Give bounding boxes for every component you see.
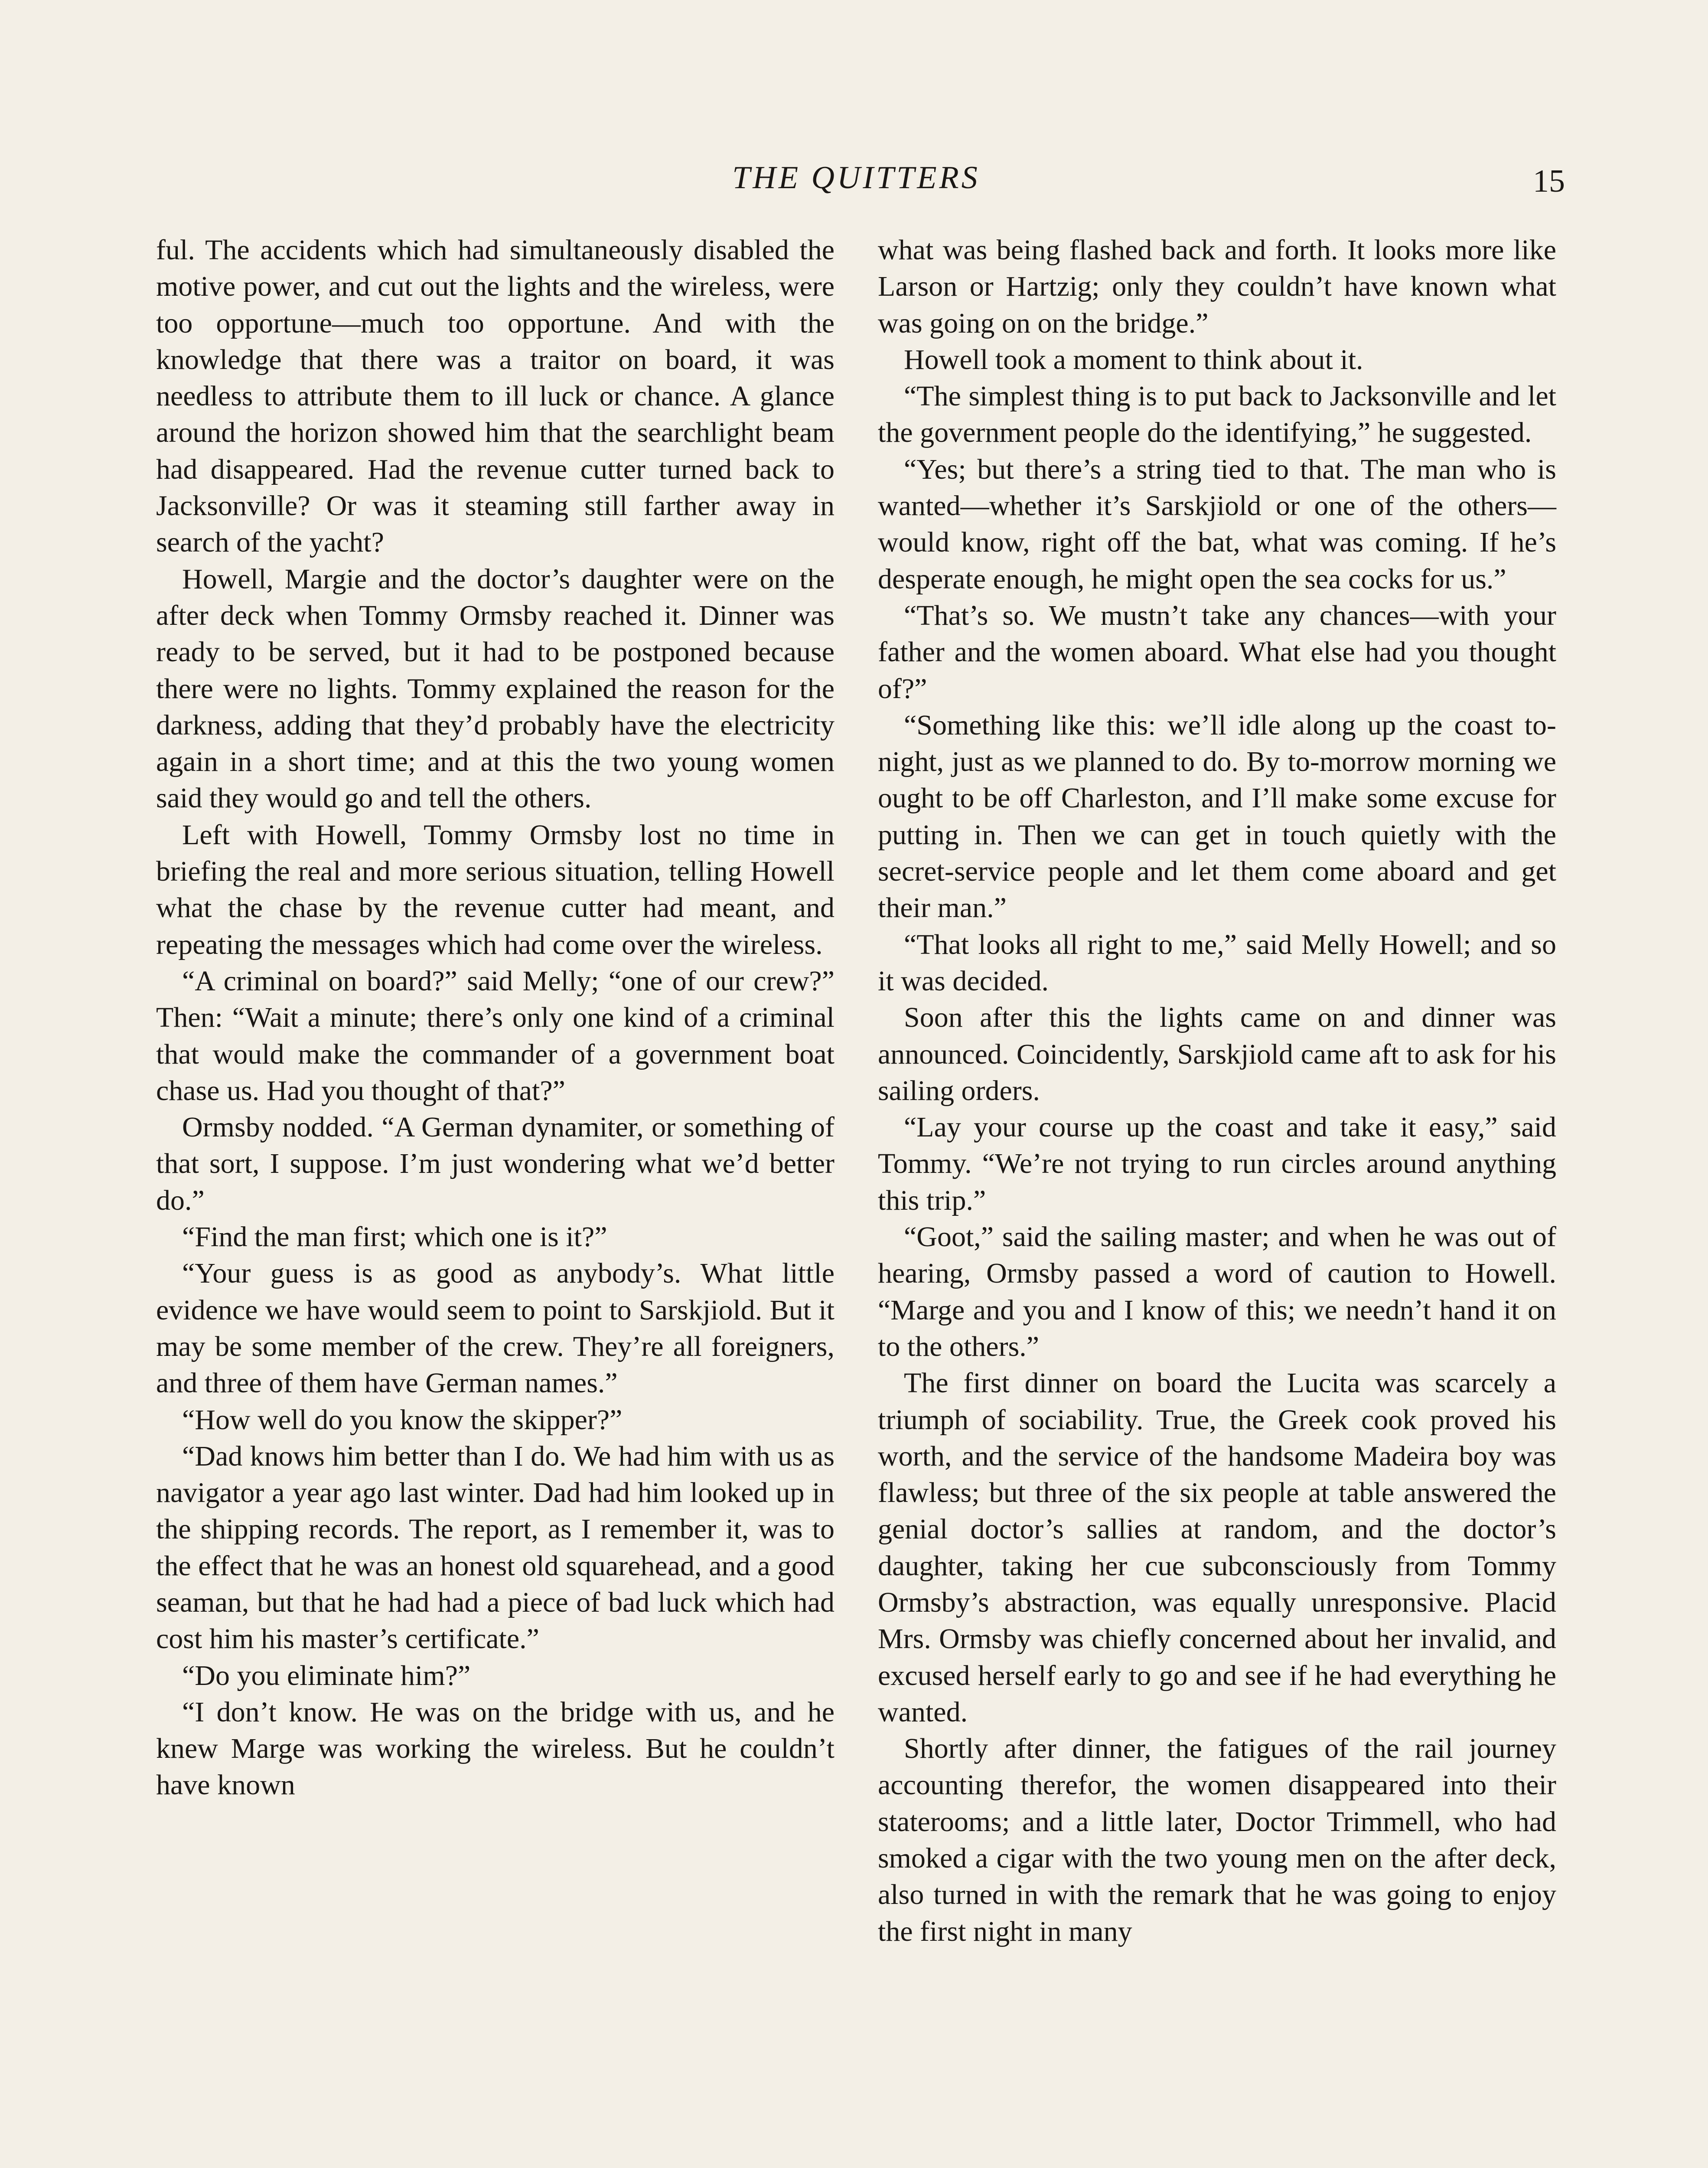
paragraph: “I don’t know. He was on the bridge with us, and he knew Marge was working the wireless. But he couldn’t have known: [156, 1696, 834, 1801]
paragraph: “That looks all right to me,” said Melly Howell; and so it was decided.: [878, 928, 1556, 997]
paragraph: ful. The accidents which had simultaneously disabled the motive power, and cut out the lights and the wireless, were too opportune—much too opportune. And with the knowledge that there was a traitor on board, it was needless to attribute them to ill luck or chance. A glance around the horizon showed him that the searchlight beam had disappeared. Had the revenue cutter turned back to Jacksonville? Or was it steaming still farther away in search of the yacht?: [156, 234, 834, 558]
paragraph: “Goot,” said the sailing master; and when he was out of hearing, Ormsby passed a word of caution to Howell. “Marge and you and I know of this; we needn’t hand it on to the others.”: [878, 1221, 1556, 1362]
paragraph: Left with Howell, Tommy Ormsby lost no time in briefing the real and more serious situation, telling Howell what the chase by the revenue cutter had meant, and repeating the messages which had come over the wireless.: [156, 819, 834, 960]
paragraph: “Dad knows him better than I do. We had him with us as navigator a year ago last winter. Dad had him looked up in the shipping records. The report, as I remember it, was to the effect that he was an honest old squarehead, and a good seaman, but that he had had a piece of bad luck which had cost him his master’s certificate.”: [156, 1440, 834, 1655]
right-column: [878, 232, 1556, 2168]
paragraph: “Do you eliminate him?”: [182, 1659, 471, 1691]
paragraph: “That’s so. We mustn’t take any chances—with your father and the women aboard. What else had you thought of?”: [878, 599, 1556, 705]
paragraph: what was being flashed back and forth. It looks more like Larson or Hartzig; only they couldn’t have known what was going on on the bridge.”: [878, 234, 1556, 339]
paragraph: Howell took a moment to think about it.: [904, 343, 1363, 375]
paragraph: “Your guess is as good as anybody’s. What little evidence we have would seem to point to Sarskjiold. But it may be some member of the crew. They’re all foreigners, and three of them have German names.”: [156, 1257, 834, 1399]
paragraph: “How well do you know the skipper?”: [182, 1404, 623, 1436]
left-column: [156, 232, 834, 2168]
paragraph: “Lay your course up the coast and take it easy,” said Tommy. “We’re not trying to run circles around anything this trip.”: [878, 1111, 1556, 1216]
page-number: 15: [1533, 163, 1565, 199]
paragraph: The first dinner on board the Lucita was scarcely a triumph of sociability. True, the Greek cook proved his worth, and the service of the handsome Madeira boy was flawless; but three of the six people at table answered the genial doctor’s sallies at random, and the doctor’s daughter, taking her cue subconsciously from Tommy Ormsby’s abstraction, was equally unresponsive. Placid Mrs. Ormsby was chiefly concerned about her invalid, and excused herself early to go and see if he had everything he wanted.: [878, 1367, 1556, 1728]
paragraph: Soon after this the lights came on and dinner was announced. Coincidently, Sarskjiold came aft to ask for his sailing orders.: [878, 1002, 1556, 1107]
page-header: [156, 154, 1565, 202]
running-title: THE QUITTERS: [732, 160, 980, 196]
paragraph: “A criminal on board?” said Melly; “one of our crew?” Then: “Wait a minute; there’s only one kind of a criminal that would make the commander of a government boat chase us. Had you thought of that?”: [156, 965, 834, 1107]
paragraph: Howell, Margie and the doctor’s daughter were on the after deck when Tommy Ormsby reached it. Dinner was ready to be served, but it had to be postponed because there were no lights. Tommy explained the reason for the darkness, adding that they’d probably have the electricity again in a short time; and at this the two young women said they would go and tell the others.: [156, 563, 834, 814]
paragraph: “The simplest thing is to put back to Jacksonville and let the government people do the identifying,” he suggested.: [878, 380, 1556, 449]
text-columns: [156, 232, 1556, 2168]
paragraph: Shortly after dinner, the fatigues of the rail journey accounting therefor, the women disappeared into their staterooms; and a little later, Doctor Trimmell, who had smoked a cigar with the two young men on the after deck, also turned in with the remark that he was going to enjoy the first night in many: [878, 1733, 1556, 1947]
paragraph: “Find the man first; which one is it?”: [182, 1221, 607, 1253]
paragraph: Ormsby nodded. “A German dynamiter, or something of that sort, I suppose. I’m just wondering what we’d better do.”: [156, 1111, 834, 1216]
paragraph: “Something like this: we’ll idle along up the coast to-night, just as we planned to do. By to-morrow morning we ought to be off Charleston, and I’ll make some excuse for putting in. Then we can get in touch quietly with the secret-service people and let them come aboard and get their man.”: [878, 709, 1556, 924]
paragraph: “Yes; but there’s a string tied to that. The man who is wanted—whether it’s Sarskjiold or one of the others—would know, right off the bat, what was coming. If he’s desperate enough, he might open the sea cocks for us.”: [878, 453, 1556, 595]
